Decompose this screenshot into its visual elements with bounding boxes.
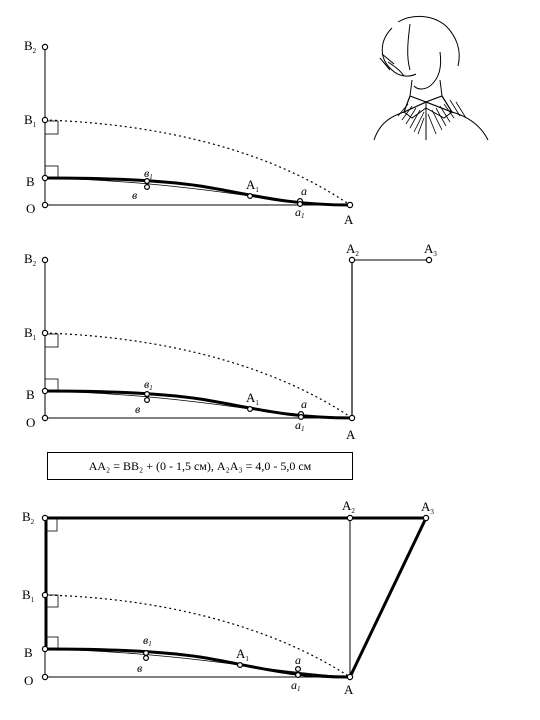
formula-box bbox=[47, 452, 353, 480]
label-a1-small: а1 bbox=[291, 678, 301, 693]
label-b1-small: в1 bbox=[144, 377, 153, 392]
figure-3-labels bbox=[22, 498, 434, 697]
figure-1-labels bbox=[24, 38, 354, 227]
label-b1: $В_1$ bbox=[24, 325, 37, 342]
right-angle-mark-b1 bbox=[45, 121, 58, 134]
end-edge-a3-a bbox=[350, 518, 426, 677]
label-b2: $В_2$ bbox=[22, 509, 35, 526]
label-b: В bbox=[26, 387, 35, 402]
label-o: О bbox=[24, 673, 34, 688]
figure-1-lines bbox=[45, 47, 350, 205]
label-a-small: а bbox=[295, 653, 301, 667]
point-a1 bbox=[248, 407, 253, 412]
point-b2 bbox=[42, 44, 47, 49]
label-a: А bbox=[344, 212, 354, 227]
figure-2-lines bbox=[45, 260, 429, 418]
label-a2: $А_2$ bbox=[346, 241, 359, 258]
label-b2: $В_2$ bbox=[24, 251, 37, 268]
label-a-small: а bbox=[301, 184, 307, 198]
point-b1 bbox=[42, 330, 47, 335]
label-a1: $А_1$ bbox=[246, 390, 259, 407]
label-b: В bbox=[24, 645, 33, 660]
label-a1-small: а1 bbox=[295, 205, 305, 220]
point-a2 bbox=[349, 257, 354, 262]
point-b1 bbox=[42, 592, 47, 597]
point-b1-small bbox=[145, 392, 150, 397]
label-b-small: в bbox=[132, 188, 138, 202]
collar-sketch-illustration bbox=[374, 16, 488, 140]
label-a: А bbox=[344, 682, 354, 697]
point-o bbox=[42, 415, 47, 420]
label-a-small: а bbox=[301, 397, 307, 411]
point-a bbox=[347, 674, 352, 679]
point-b-small bbox=[145, 185, 150, 190]
point-b1 bbox=[42, 117, 47, 122]
point-b-small bbox=[145, 398, 150, 403]
formula-text: АА₂ = ВВ₂ + (0 - 1,5 см), А₂А₃ = 4,0 - 5,0 см bbox=[88, 458, 312, 473]
label-a1-small: а1 bbox=[295, 418, 305, 433]
point-b2 bbox=[42, 515, 47, 520]
point-a3 bbox=[423, 515, 428, 520]
label-a3: $А_3$ bbox=[424, 241, 437, 258]
point-a1-small bbox=[296, 673, 301, 678]
label-o: О bbox=[26, 415, 36, 430]
point-a-small bbox=[296, 667, 301, 672]
point-o bbox=[42, 674, 47, 679]
figure-1 bbox=[24, 38, 354, 227]
point-b bbox=[42, 388, 47, 393]
point-a bbox=[347, 202, 352, 207]
point-a1 bbox=[238, 663, 243, 668]
dotted-arc-b1-a bbox=[45, 595, 350, 677]
point-a1 bbox=[248, 194, 253, 199]
point-b bbox=[42, 646, 47, 651]
label-b: В bbox=[26, 174, 35, 189]
label-b-small: в bbox=[135, 402, 141, 416]
label-a: А bbox=[346, 427, 356, 442]
label-b1-small: в1 bbox=[143, 633, 152, 648]
label-a1: $А_1$ bbox=[246, 177, 259, 194]
figure-2 bbox=[24, 241, 437, 442]
label-b-small: в bbox=[137, 661, 143, 675]
label-a2: $А_2$ bbox=[342, 498, 355, 515]
auxiliary-line bbox=[45, 649, 350, 677]
right-angle-mark-b1 bbox=[45, 334, 58, 347]
label-b1: $В_1$ bbox=[24, 112, 37, 129]
point-a bbox=[349, 415, 354, 420]
point-o bbox=[42, 202, 47, 207]
figure-3 bbox=[22, 498, 434, 697]
point-b1-small bbox=[144, 651, 149, 656]
figure-2-points bbox=[42, 257, 431, 420]
point-b-small bbox=[144, 656, 149, 661]
label-o: О bbox=[26, 201, 36, 216]
label-b1-small: в1 bbox=[144, 166, 153, 181]
label-b1: $В_1$ bbox=[22, 587, 35, 604]
label-b2: $В_2$ bbox=[24, 38, 37, 55]
point-b bbox=[42, 175, 47, 180]
point-a3 bbox=[426, 257, 431, 262]
point-b2 bbox=[42, 257, 47, 262]
point-a2 bbox=[347, 515, 352, 520]
figure-2-labels bbox=[24, 241, 437, 442]
label-a1: $А_1$ bbox=[236, 646, 249, 663]
label-a3: $А_3$ bbox=[421, 499, 434, 516]
